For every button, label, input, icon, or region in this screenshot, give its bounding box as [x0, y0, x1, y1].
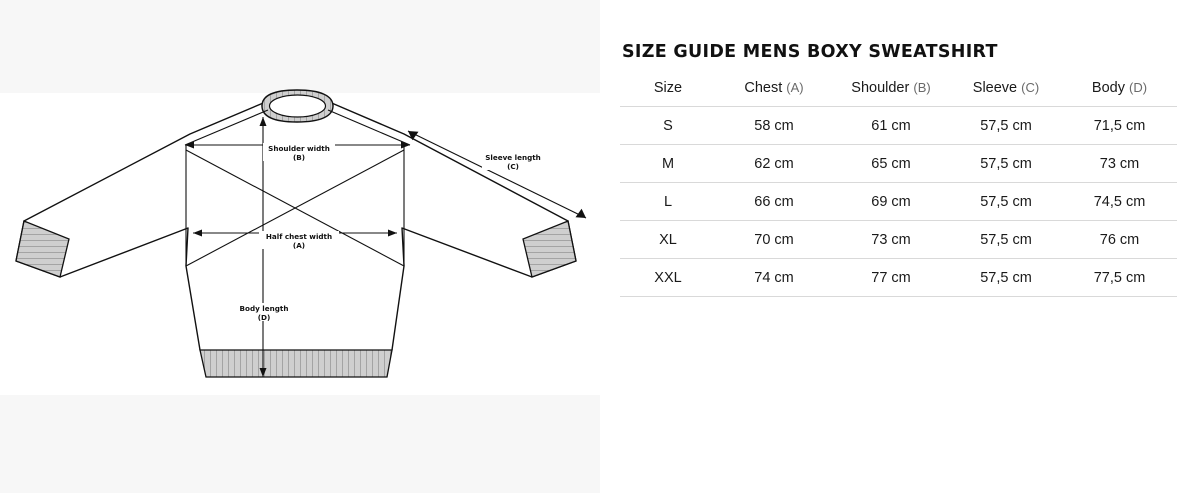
cell-body: 77,5 cm	[1062, 259, 1177, 297]
cell-size: XXL	[620, 259, 716, 297]
cell-sleeve: 57,5 cm	[950, 145, 1062, 183]
body-label-line2: (D)	[257, 313, 271, 322]
table-row	[620, 183, 1177, 221]
column-header-chest	[716, 70, 832, 107]
cell-size: XL	[620, 221, 716, 259]
cell-shoulder: 77 cm	[832, 259, 950, 297]
table-row	[620, 107, 1177, 145]
cell-chest: 66 cm	[716, 183, 832, 221]
cell-sleeve: 57,5 cm	[950, 183, 1062, 221]
cell-shoulder: 69 cm	[832, 183, 950, 221]
column-header-chest-label: Chest	[744, 80, 787, 96]
cell-size: M	[620, 145, 716, 183]
column-header-chest-key: (A)	[786, 80, 804, 95]
shoulder-label-line2: (B)	[292, 153, 306, 162]
column-header-size	[620, 70, 716, 107]
chest-label-line2: (A)	[292, 241, 306, 250]
column-header-body-label: Body	[1091, 80, 1130, 96]
cell-chest: 58 cm	[716, 107, 832, 145]
size-table-panel	[600, 0, 1197, 493]
cell-shoulder: 61 cm	[832, 107, 950, 145]
column-header-sleeve-label: Sleeve	[972, 80, 1022, 96]
cell-chest: 70 cm	[716, 221, 832, 259]
sleeve-label-line2: (C)	[507, 162, 519, 171]
cell-body: 76 cm	[1062, 221, 1177, 259]
table-header-row	[620, 70, 1177, 107]
table-row	[620, 221, 1177, 259]
body-label-line1: Body length	[239, 304, 289, 313]
shoulder-label-line1: Shoulder width	[268, 144, 330, 153]
column-header-body	[1062, 70, 1177, 107]
cell-shoulder: 65 cm	[832, 145, 950, 183]
column-header-shoulder-key: (B)	[913, 80, 931, 95]
cell-shoulder: 73 cm	[832, 221, 950, 259]
column-header-shoulder-label: Shoulder	[851, 80, 914, 96]
size-guide-table	[620, 70, 1177, 297]
column-header-size-label: Size	[653, 80, 683, 96]
cell-body: 73 cm	[1062, 145, 1177, 183]
table-row	[620, 259, 1177, 297]
cell-chest: 74 cm	[716, 259, 832, 297]
cell-sleeve: 57,5 cm	[950, 259, 1062, 297]
page-title: SIZE GUIDE MENS BOXY SWEATSHIRT	[622, 42, 998, 62]
column-header-shoulder	[832, 70, 950, 107]
column-header-body-key: (D)	[1129, 80, 1148, 95]
cell-chest: 62 cm	[716, 145, 832, 183]
cell-body: 74,5 cm	[1062, 183, 1177, 221]
cell-sleeve: 57,5 cm	[950, 221, 1062, 259]
chest-label-line1: Half chest width	[265, 232, 333, 241]
column-header-sleeve-key: (C)	[1021, 80, 1040, 95]
cell-sleeve: 57,5 cm	[950, 107, 1062, 145]
cell-size: S	[620, 107, 716, 145]
sleeve-label-line1: Sleeve length	[485, 153, 541, 162]
table-row	[620, 145, 1177, 183]
column-header-sleeve	[950, 70, 1062, 107]
cell-size: L	[620, 183, 716, 221]
cell-body: 71,5 cm	[1062, 107, 1177, 145]
